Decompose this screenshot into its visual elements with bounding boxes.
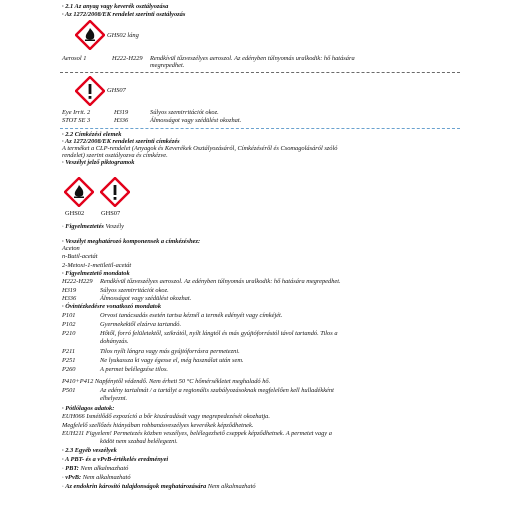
- p-text: A permet belélegzése tilos.: [100, 366, 169, 373]
- h-code: H336: [62, 295, 77, 302]
- p-text: Ne lyukassza ki vagy égesse el, még használat után sem.: [100, 357, 244, 364]
- vpvb-line: · vPvB: Nem alkalmazható: [62, 474, 131, 481]
- aerosol-text-cont: megrepedhet.: [150, 62, 185, 69]
- divider: [60, 72, 460, 73]
- p-code: P501: [62, 387, 76, 394]
- p-code: P260: [62, 366, 76, 373]
- flame-icon: [75, 20, 105, 50]
- exclamation-icon: [100, 177, 130, 207]
- flame-icon: [64, 177, 94, 207]
- p-code: P102: [62, 321, 76, 328]
- ghs07-label: GHS07: [107, 87, 126, 94]
- p-code: P101: [62, 312, 76, 319]
- row-class: Eye Irrit. 2: [62, 109, 91, 116]
- extra-heading: · Pótlólagos adatok:: [62, 405, 115, 412]
- pbt-heading: · A PBT- és a vPvB-értékelés eredményei: [62, 456, 169, 463]
- ventilation-line: Megfelelő szellőzés hiányában robbanásveszélyes keverékek képződhetnek.: [62, 422, 254, 429]
- euh211-line: EUH211 Figyelem! Permetezés közben veszélyes, belélegezhető cseppek képződhetnek. A permetet vagy a: [62, 430, 332, 437]
- row-class: STOT SE 3: [62, 117, 91, 124]
- section-2-3-heading: · 2.3 Egyéb veszélyek: [62, 447, 117, 454]
- euh066-line: EUH066 Ismétlődő expozíció a bőr kiszáradását vagy megrepedezését okozhatja.: [62, 413, 270, 420]
- pbt-line: · PBT: Nem alkalmazható: [62, 465, 129, 472]
- p-statements-heading: · Óvintézkedésre vonatkozó mondatok: [62, 303, 162, 310]
- row-text: Álmosságot vagy szédülést okozhat.: [150, 117, 242, 124]
- p-text: Az edény tartalmát / a tartályt a regionális szabályozásoknak megfelelően kell hulladékként: [100, 387, 334, 394]
- aerosol-codes: H222-H229: [112, 55, 143, 62]
- component-item: 2-Metoxi-1-metiletil-acetát: [62, 262, 132, 269]
- p-code: P210: [62, 330, 76, 337]
- section-2-1-heading: · 2.1 Az anyag vagy keverék osztályozása: [62, 3, 169, 10]
- intro-text-cont: rendelet) szerint osztályozva és címkézve.: [62, 152, 168, 159]
- h-code: H222-H229: [62, 278, 93, 285]
- pictograms-heading: · Veszélyt jelző piktogramok: [62, 159, 135, 166]
- pictogram-label: GHS02: [65, 210, 85, 217]
- section-2-1-subheading: · Az 1272/2008/EK rendelet szerinti osztályozás: [62, 11, 186, 18]
- p-text: Tilos nyílt lángra vagy más gyújtóforrásra permetezni.: [100, 348, 240, 355]
- section-divider: [60, 128, 460, 129]
- p-code: P211: [62, 348, 76, 355]
- p-code: P251: [62, 357, 76, 364]
- p410-line: P410+P412 Napfénytől védendő. Nem érheti 50 °C hőmérsékletet meghaladó hő.: [62, 378, 271, 385]
- pictogram-label: GHS07: [101, 210, 121, 217]
- row-code: H319: [114, 109, 129, 116]
- row-text: Súlyos szemirritációt okoz.: [150, 109, 219, 116]
- h-text: Rendkívül tűzveszélyes aeroszol. Az edényben túlnyomás uralkodik: hő hatására megrepedhet.: [100, 278, 341, 285]
- h-statements-heading: · Figyelmeztető mondatok: [62, 270, 130, 277]
- p-text: Hőtől, forró felületektől, szikrától, nyílt lángtól és más gyújtóforrástól távol tartandó. Tilos a: [100, 330, 338, 337]
- p-text-cont: elhelyezni.: [100, 395, 128, 402]
- components-heading: · Veszélyt meghatározó komponensek a címkézéshez:: [62, 238, 201, 245]
- h-code: H319: [62, 287, 77, 294]
- ghs02-label: GHS02 láng: [107, 32, 139, 39]
- aerosol-class: Aerosol 1: [62, 55, 87, 62]
- row-code: H336: [114, 117, 129, 124]
- p-text: Gyermekektől elzárva tartandó.: [100, 321, 182, 328]
- p-text-cont: dohányzás.: [100, 338, 129, 345]
- h-text: Álmosságot vagy szédülést okozhat.: [100, 295, 192, 302]
- section-2-2-heading: · 2.2 Címkézési elemek: [62, 131, 122, 138]
- intro-text: A terméket a CLP-rendelet (Anyagok és Keverékek Osztályozásáról, Címkézéséről és Csomagolásáról szóló: [62, 145, 338, 152]
- component-item: Aceton: [62, 245, 80, 252]
- component-item: n-Butil-acetát: [62, 253, 98, 260]
- section-2-2-subheading: · Az 1272/2008/EK rendelet szerinti címkézés: [62, 138, 180, 145]
- h-text: Súlyos szemirritációt okoz.: [100, 287, 169, 294]
- euh211-line-cont: ködöt nem szabad belélegezni.: [100, 438, 178, 445]
- aerosol-text: Rendkívül tűzveszélyes aeroszol. Az edényben túlnyomás uralkodik: hő hatására: [150, 55, 355, 62]
- p-text: Orvosi tanácsadás esetén tartsa kéznél a termék edényét vagy címkéjét.: [100, 312, 283, 319]
- exclamation-icon: [75, 76, 105, 106]
- endocrine-line: · Az endokrin károsító tulajdonságok meghatározására Nem alkalmazható: [62, 483, 256, 490]
- signal-word: · Figyelmeztetés Veszély: [62, 223, 124, 230]
